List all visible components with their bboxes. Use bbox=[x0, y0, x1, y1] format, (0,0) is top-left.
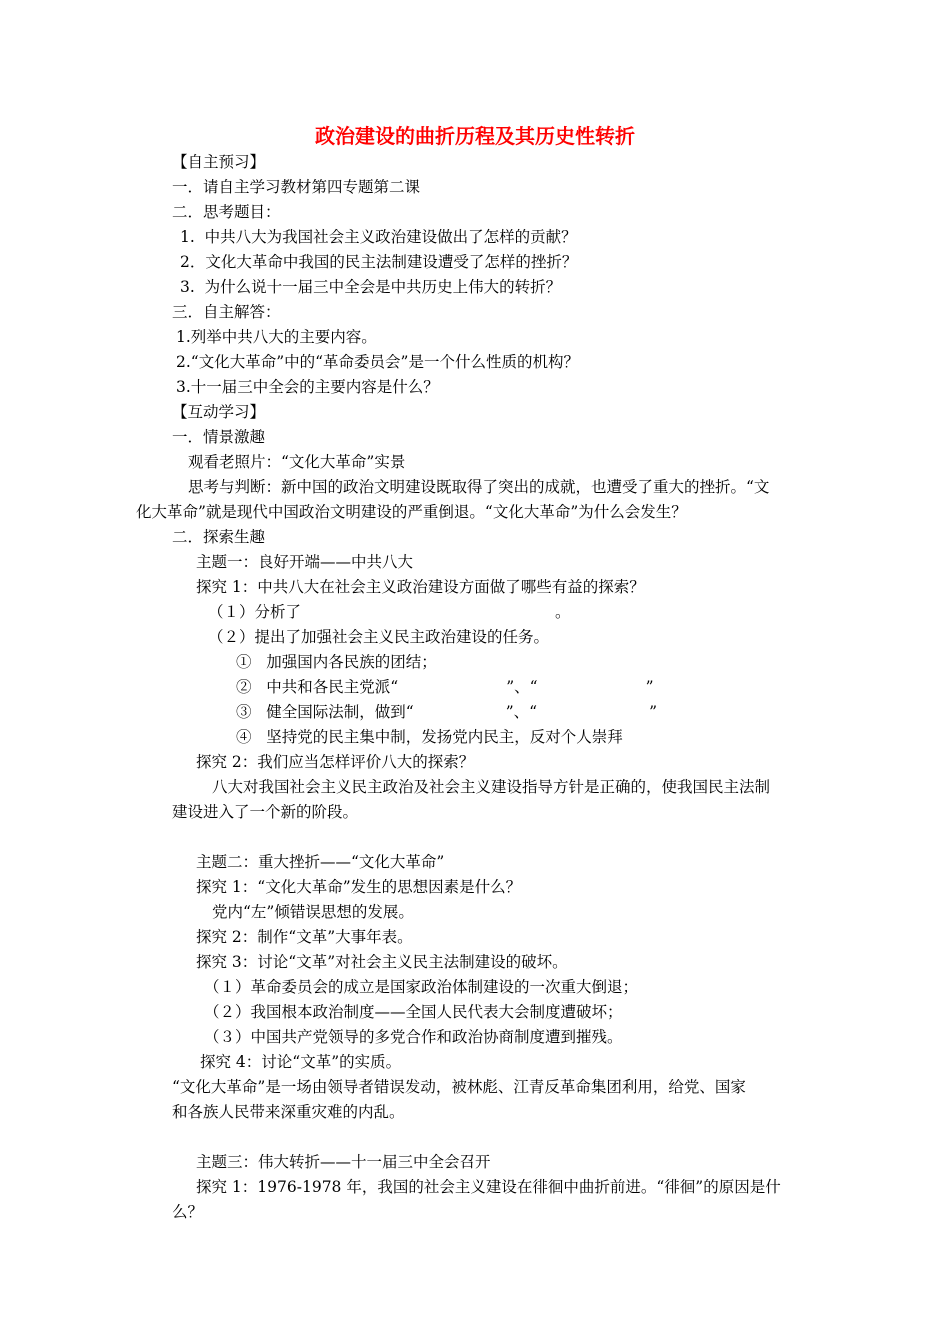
theme2-point-3: （３）中国共产党领导的多党合作和政治协商制度遭到摧残。 bbox=[204, 1028, 623, 1046]
theme2-explore-3: 探究 3：讨论“文革”对社会主义民主法制建设的破坏。 bbox=[196, 953, 568, 971]
circle-3-end: ” bbox=[649, 703, 658, 721]
theme3-explore-1-line-2: 么？ bbox=[172, 1203, 204, 1221]
theme1-explore-2: 探究 2：我们应当怎样评价八大的探索？ bbox=[196, 753, 475, 771]
interactive-heading: 【互动学习】 bbox=[172, 403, 266, 421]
theme1-title: 主题一：良好开端——中共八大 bbox=[196, 553, 414, 571]
think-line-2: 化大革命”就是现代中国政治文明建设的严重倒退。“文化大革命”为什么会发生？ bbox=[136, 503, 687, 521]
theme1-item-2: （２）提出了加强社会主义民主政治建设的任务。 bbox=[208, 628, 550, 646]
theme2-explore-2: 探究 2：制作“文革”大事年表。 bbox=[196, 928, 413, 946]
circle-3-text: ③ 健全国际法制，做到“ bbox=[236, 703, 414, 721]
question-1: 1. 中共八大为我国社会主义政治建设做出了怎样的贡献？ bbox=[180, 228, 577, 246]
interactive-section-2: 二．探索生趣 bbox=[172, 528, 266, 546]
theme2-answer-line-2: 和各族人民带来深重灾难的内乱。 bbox=[172, 1103, 405, 1121]
theme1-circle-3 bbox=[236, 701, 657, 723]
item-1-end: 。 bbox=[555, 603, 571, 621]
theme1-explore-1: 探究 1：中共八大在社会主义政治建设方面做了哪些有益的探索？ bbox=[196, 578, 645, 596]
circle-2-end: ” bbox=[645, 678, 654, 696]
question-3: 3. 为什么说十一届三中全会是中共历史上伟大的转折？ bbox=[180, 278, 562, 296]
theme1-answer-line-2: 建设进入了一个新的阶段。 bbox=[172, 803, 359, 821]
question-2: 2．文化大革命中我国的民主法制建设遭受了怎样的挫折？ bbox=[180, 253, 578, 271]
theme2-explore-1: 探究 1：“文化大革命”发生的思想因素是什么？ bbox=[196, 878, 522, 896]
circle-2-text: ② 中共和各民主党派“ bbox=[236, 678, 399, 696]
preview-section-1: 一．请自主学习教材第四专题第二课 bbox=[172, 178, 421, 196]
theme2-point-1: （１）革命委员会的成立是国家政治体制建设的一次重大倒退； bbox=[204, 978, 639, 996]
answer-item-1: 1.列举中共八大的主要内容。 bbox=[176, 328, 377, 346]
theme1-circle-1: ① 加强国内各民族的团结； bbox=[236, 653, 437, 671]
theme2-answer-line-1: “文化大革命”是一场由领导者错误发动，被林彪、江青反革命集团利用，给党、国家 bbox=[172, 1078, 746, 1096]
interactive-section-1: 一．情景激趣 bbox=[172, 428, 266, 446]
theme3-title: 主题三：伟大转折——十一届三中全会召开 bbox=[196, 1153, 491, 1171]
preview-section-2: 二．思考题目： bbox=[172, 203, 281, 221]
preview-heading: 【自主预习】 bbox=[172, 153, 266, 171]
theme2-explore-4: 探究 4：讨论“文革”的实质。 bbox=[200, 1053, 402, 1071]
theme2-title: 主题二：重大挫折——“文化大革命” bbox=[196, 853, 445, 871]
answer-item-3: 3.十一届三中全会的主要内容是什么？ bbox=[176, 378, 439, 396]
theme3-explore-1-line-1: 探究 1：1976-1978 年，我国的社会主义建设在徘徊中曲折前进。“徘徊”的原因是什 bbox=[196, 1178, 781, 1196]
page-title: 政治建设的曲折历程及其历史性转折 bbox=[315, 124, 635, 148]
item-1-text: （１）分析了 bbox=[208, 603, 302, 621]
theme2-explore-1-answer: 党内“左”倾错误思想的发展。 bbox=[212, 903, 414, 921]
think-line-1: 思考与判断：新中国的政治文明建设既取得了突出的成就，也遭受了重大的挫折。“文 bbox=[188, 478, 770, 496]
theme1-answer-line-1: 八大对我国社会主义民主政治及社会主义建设指导方针是正确的，使我国民主法制 bbox=[212, 778, 771, 796]
theme1-item-1 bbox=[208, 601, 571, 623]
photo-line: 观看老照片：“文化大革命”实景 bbox=[188, 453, 406, 471]
answer-item-2: 2.“文化大革命”中的“革命委员会”是一个什么性质的机构？ bbox=[176, 353, 579, 371]
theme2-point-2: （２）我国根本政治制度——全国人民代表大会制度遭破坏； bbox=[204, 1003, 623, 1021]
preview-section-3: 三．自主解答： bbox=[172, 303, 281, 321]
circle-2-mid: ”、“ bbox=[506, 678, 538, 696]
theme1-circle-2 bbox=[236, 676, 654, 698]
theme1-circle-4: ④ 坚持党的民主集中制，发扬党内民主，反对个人崇拜 bbox=[236, 728, 623, 746]
circle-3-mid: ”、“ bbox=[505, 703, 538, 721]
